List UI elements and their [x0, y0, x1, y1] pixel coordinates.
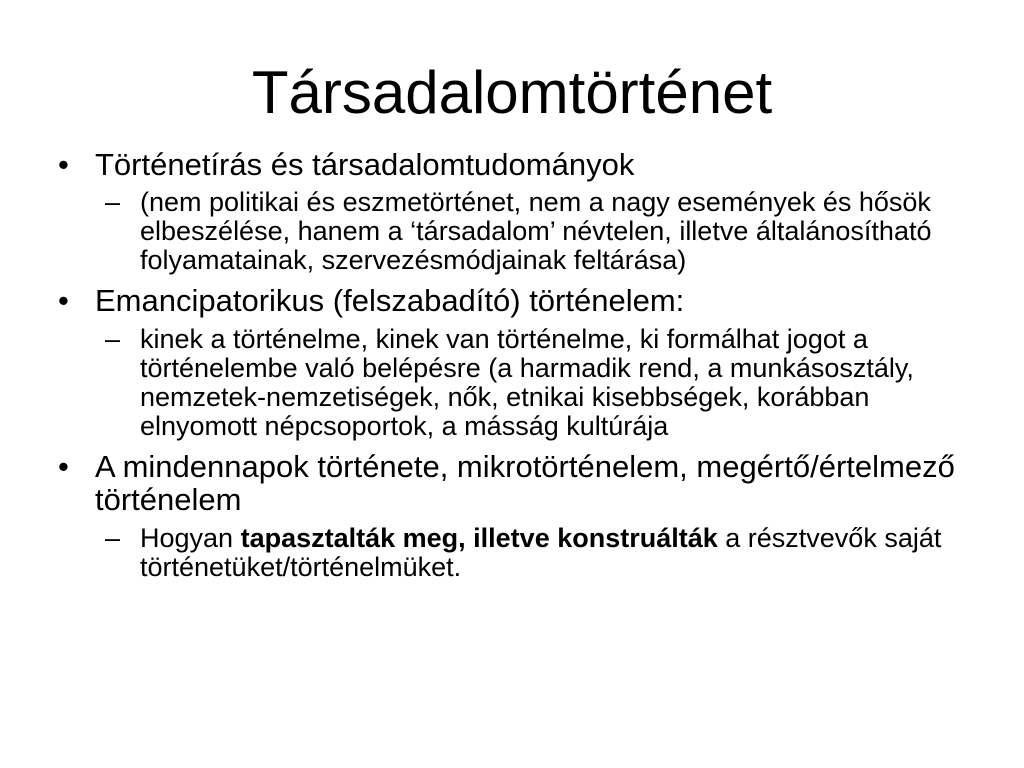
- slide-title: Társadalomtörténet: [251, 59, 773, 126]
- dash-marker: –: [105, 187, 121, 217]
- bullet-text: A mindennapok története, mikrotörténelem, megértő/értelmező történelem: [95, 449, 955, 517]
- bullet-text: Történetírás és társadalomtudományok: [95, 147, 635, 182]
- bullet-item-1: [58, 148, 978, 181]
- slide-body: [58, 140, 978, 582]
- sub-item-2: [58, 325, 978, 441]
- bullet-marker: •: [58, 147, 69, 182]
- dash-marker: –: [105, 324, 121, 354]
- bullet-marker: •: [58, 449, 69, 484]
- bullet-item-2: [58, 284, 978, 317]
- sub-item-1: [58, 188, 978, 275]
- bullet-text: Emancipatorikus (felszabadító) történelem:: [95, 283, 685, 318]
- dash-marker: –: [105, 523, 121, 553]
- sub-text-after: a résztvevők saját történetüket/történelmüket.: [140, 523, 942, 582]
- sub-text-before: Hogyan: [140, 523, 241, 553]
- bullet-marker: •: [58, 283, 69, 318]
- sub-item-3: [58, 524, 978, 582]
- sub-text-bold: tapasztalták meg, illetve konstruálták: [240, 523, 718, 553]
- sub-text: [140, 523, 941, 582]
- bullet-item-3: [58, 450, 978, 516]
- sub-text: kinek a történelme, kinek van történelme, ki formálhat jogot a történelembe való belépésre (a harmadik rend, a munkásosztály, nemzetek-nemzetiségek, nők, etnikai kisebbségek, korábban elnyomott népcsoportok, a másság kultúrája: [140, 324, 914, 441]
- sub-text: (nem politikai és eszmetörténet, nem a nagy események és hősök elbeszélése, hanem a ‘társadalom’ névtelen, illetve általánosítható folyamatainak, szervezésmódjainak feltárása): [140, 187, 932, 275]
